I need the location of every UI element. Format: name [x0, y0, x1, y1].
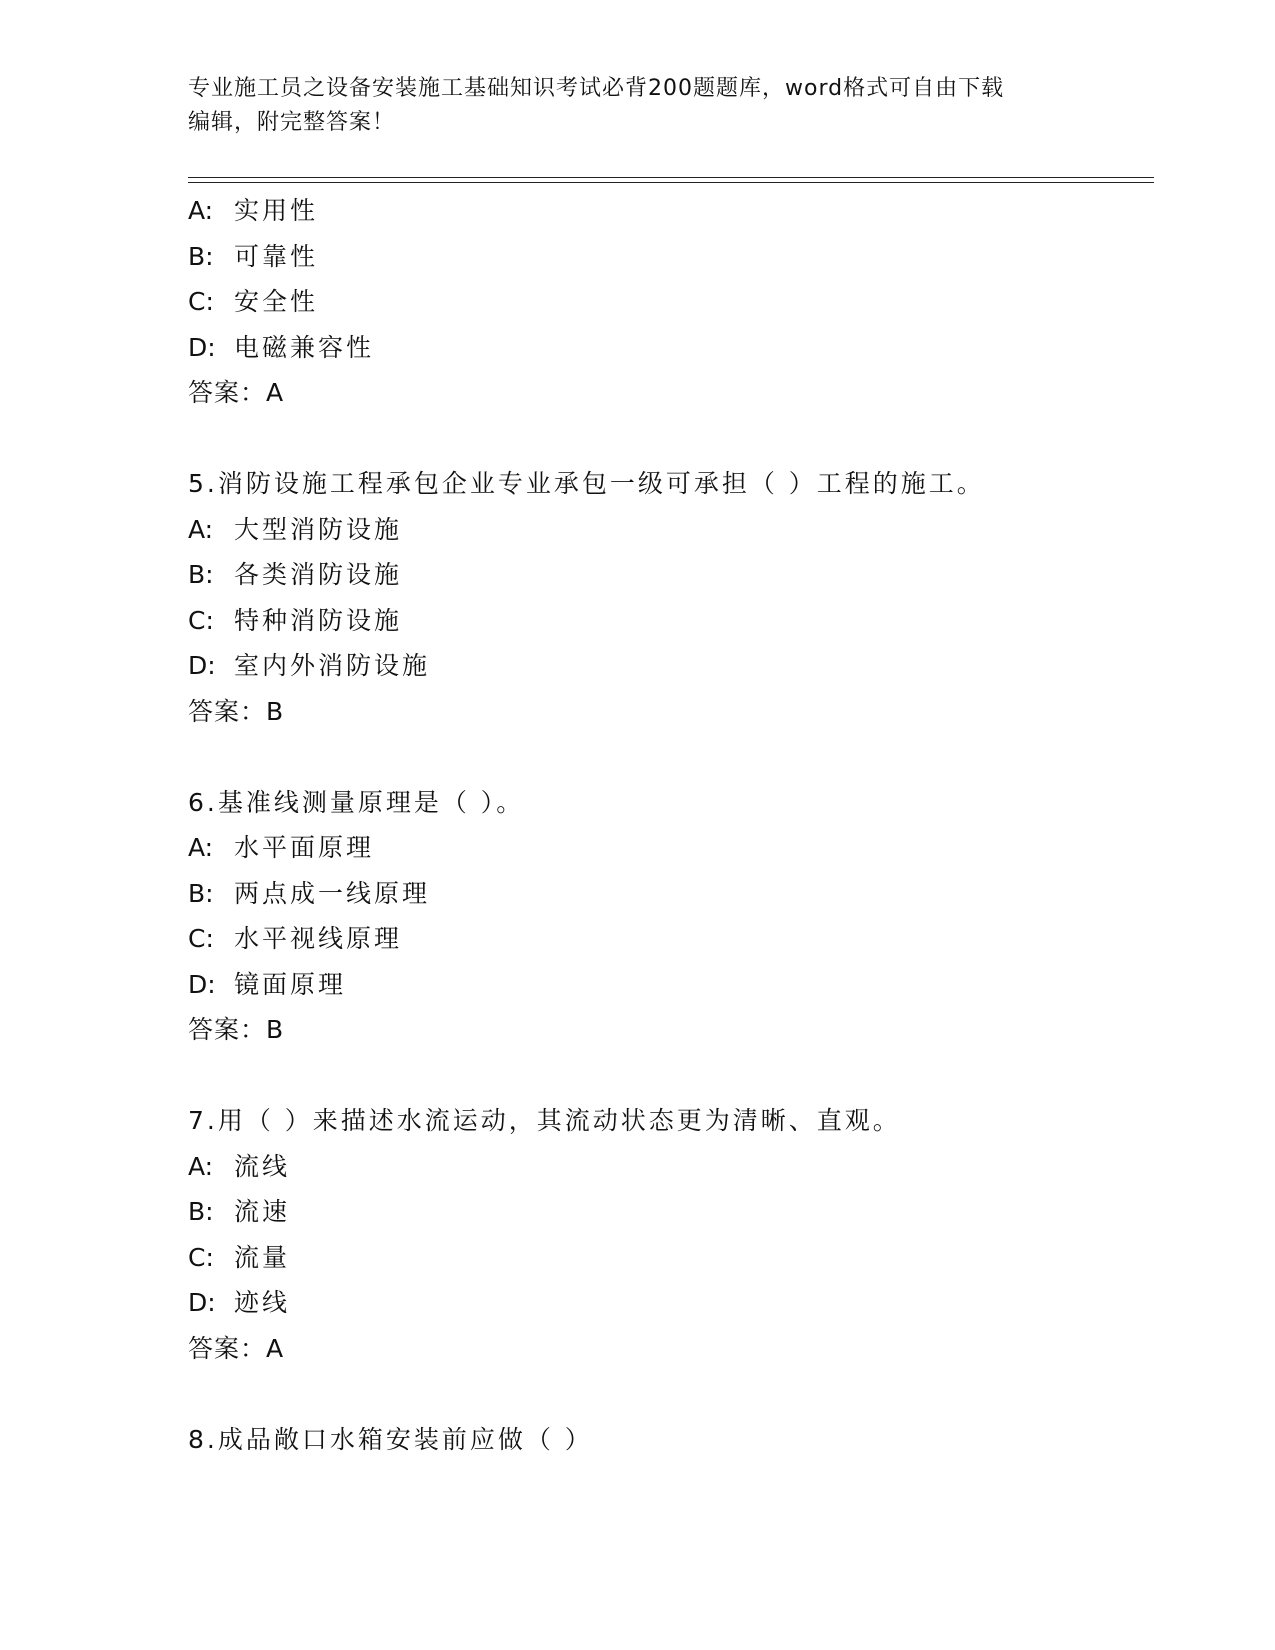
- block-spacer: [188, 416, 1148, 462]
- option-letter: A:: [188, 1151, 214, 1181]
- question-list: [188, 188, 1148, 1462]
- option-letter: D:: [188, 969, 216, 999]
- option-text: 可靠性: [234, 241, 319, 271]
- option-d: [188, 1280, 1148, 1326]
- option-text: 室内外消防设施: [234, 651, 431, 680]
- option-text: 流量: [234, 1242, 291, 1272]
- header-divider-top: [188, 177, 1154, 178]
- option-text: 流速: [234, 1197, 291, 1226]
- question-text: 7.用（ ）来描述水流运动，其流动状态更为清晰、直观。: [188, 1106, 901, 1135]
- question-block: [188, 188, 1148, 416]
- question-block: [188, 461, 1148, 734]
- option-c: [188, 598, 1148, 644]
- option-d: [188, 325, 1148, 371]
- answer-line: 答案：B: [188, 1015, 285, 1044]
- option-c: [188, 916, 1148, 962]
- option-a: [188, 507, 1148, 553]
- option-text: 水平视线原理: [234, 924, 403, 953]
- question-text: 8.成品敞口水箱安装前应做（ ）: [188, 1424, 593, 1454]
- option-a: [188, 1144, 1148, 1190]
- option-text: 水平面原理: [234, 833, 375, 862]
- option-letter: C:: [188, 1242, 214, 1272]
- block-spacer: [188, 734, 1148, 780]
- option-letter: C:: [188, 924, 214, 953]
- option-text: 特种消防设施: [234, 605, 403, 635]
- option-c: [188, 1235, 1148, 1281]
- question-text: 6.基准线测量原理是（ ）。: [188, 787, 525, 817]
- header-line-1: 专业施工员之设备安装施工基础知识考试必背200题题库，word格式可自由下载: [188, 76, 1005, 101]
- option-letter: B:: [188, 560, 214, 589]
- option-text: 实用性: [234, 196, 319, 225]
- option-a: [188, 825, 1148, 871]
- answer-line: 答案：B: [188, 696, 285, 726]
- option-b: [188, 1189, 1148, 1235]
- option-b: [188, 871, 1148, 917]
- option-b: [188, 234, 1148, 280]
- option-letter: B:: [188, 1197, 214, 1226]
- question-block: [188, 1098, 1148, 1371]
- option-c: [188, 279, 1148, 325]
- option-a: [188, 188, 1148, 234]
- option-letter: B:: [188, 241, 214, 271]
- option-letter: A:: [188, 833, 214, 862]
- option-letter: C:: [188, 605, 214, 635]
- block-spacer: [188, 1053, 1148, 1099]
- option-d: [188, 962, 1148, 1008]
- question-text: 5.消防设施工程承包企业专业承包一级可承担（ ）工程的施工。: [188, 469, 985, 498]
- option-text: 大型消防设施: [234, 514, 403, 544]
- option-letter: C:: [188, 287, 214, 316]
- option-letter: A:: [188, 196, 214, 225]
- option-text: 镜面原理: [234, 969, 347, 999]
- option-letter: D:: [188, 332, 216, 362]
- option-letter: A:: [188, 514, 214, 544]
- option-text: 安全性: [234, 287, 319, 316]
- header-line-2: 编辑，附完整答案！: [188, 110, 396, 135]
- question-block: [188, 1417, 1148, 1463]
- option-text: 电磁兼容性: [234, 332, 375, 362]
- answer-line: 答案：A: [188, 378, 285, 407]
- option-text: 各类消防设施: [234, 560, 403, 589]
- block-spacer: [188, 1371, 1148, 1417]
- option-letter: B:: [188, 878, 214, 908]
- answer-line: 答案：A: [188, 1333, 285, 1363]
- header-divider-bottom: [188, 182, 1154, 183]
- option-b: [188, 552, 1148, 598]
- option-text: 两点成一线原理: [234, 878, 431, 908]
- document-header: [188, 72, 1088, 140]
- option-letter: D:: [188, 1288, 216, 1317]
- option-letter: D:: [188, 651, 216, 680]
- option-text: 迹线: [234, 1288, 291, 1317]
- question-block: [188, 780, 1148, 1053]
- option-d: [188, 643, 1148, 689]
- option-text: 流线: [234, 1151, 291, 1181]
